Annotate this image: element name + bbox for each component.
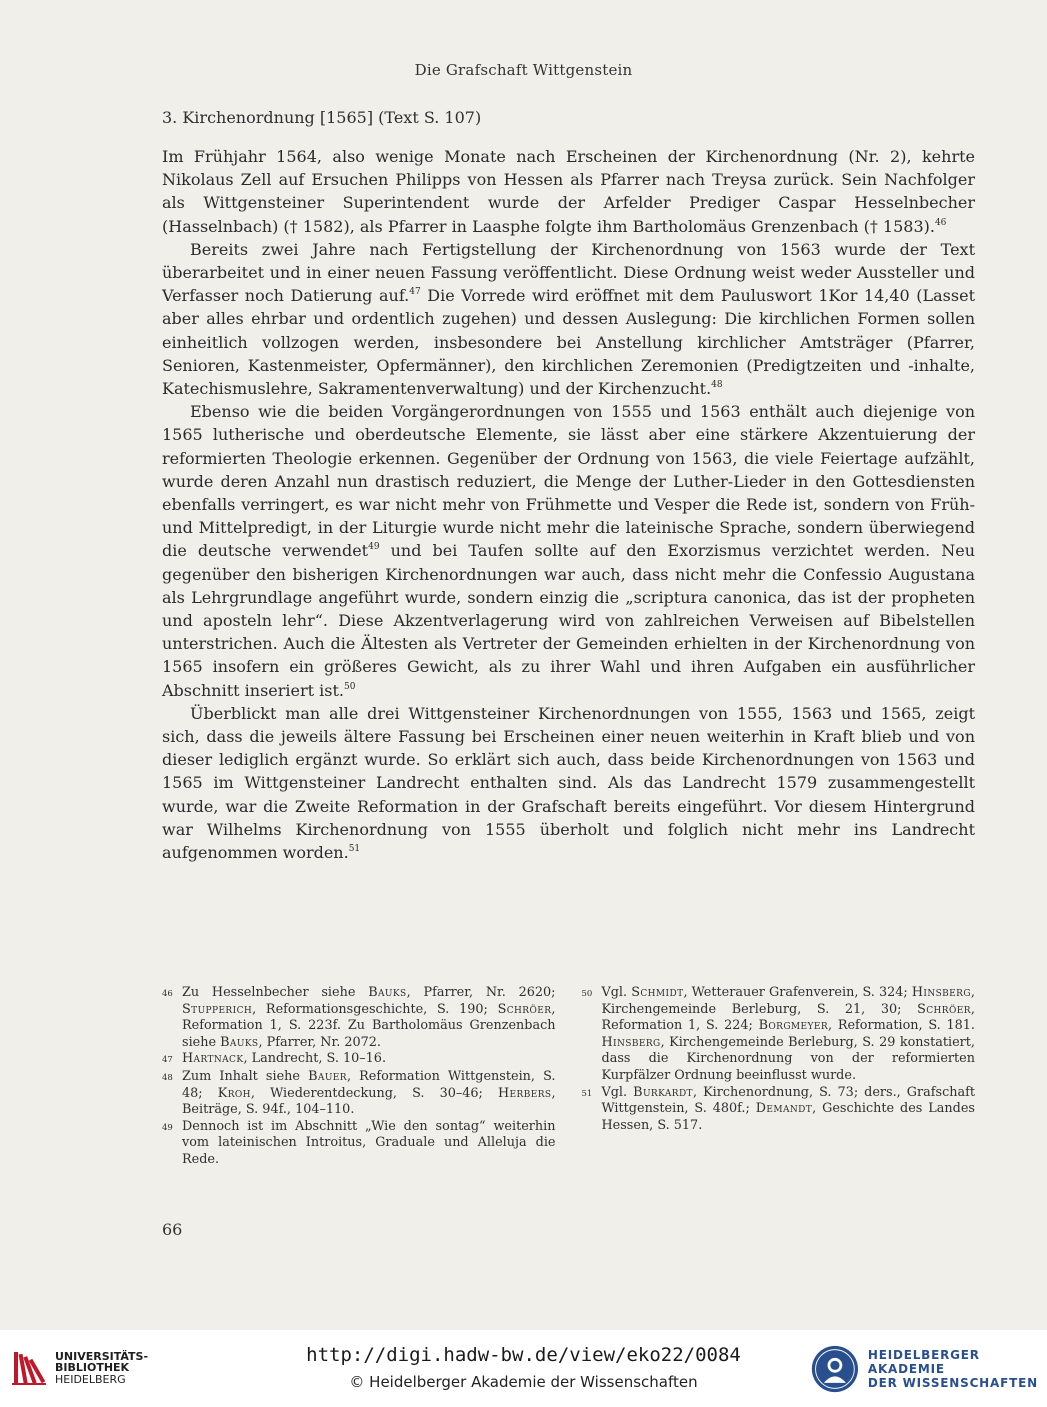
footnote [162,1069,556,1119]
text-run: , Reformation Wittgenstein, S. 48; [182,1068,556,1101]
text-run: Vgl. [601,1084,634,1100]
footnote-number: 49 [162,1122,173,1133]
paragraph [162,702,975,864]
ub-logo-line1: UNIVERSITÄTS- [55,1349,149,1363]
footnote [162,985,556,1051]
permalink-url[interactable]: http://digi.hadw-bw.de/view/eko22/0084 [306,1344,741,1366]
ub-logo-line3: HEIDELBERG [55,1372,126,1386]
footnote-reference: 48 [711,380,723,391]
footnotes [162,985,975,1169]
author-name: Borgmeyer [758,1018,828,1034]
footnotes-left-column [162,985,556,1169]
author-name: Bauks [368,985,407,1000]
author-name: Schröer [497,1001,552,1017]
text-run: , Pfarrer, Nr. 2072. [258,1034,381,1050]
academy-seal-icon [810,1342,860,1396]
footnote-text [182,985,556,1051]
author-name: Herbers [498,1085,552,1101]
author-name: Schröer [917,1001,971,1017]
text-run: , Beiträge, S. 94f., 104–110. [182,1085,556,1118]
text-run: Zu Hesselnbecher siehe [182,985,369,1000]
author-name: Bauks [220,1034,259,1050]
page-number: 66 [162,1220,183,1239]
text-run: , Wiederentdeckung, S. 30–46; [250,1085,498,1101]
text-run: Die Vorrede wird eröffnet mit dem Pauluswort 1Kor 14,40 (Lasset aber alles ehrbar und ordentlich zugehen) und dessen Auslegung: Die kirchlichen Formen sollen einheitlich vollzogen werden, insbesondere bei Anstellung kirchlicher Amtsträger (Pfarrer, Senioren, Kastenmeister, Opfermänner), den kirchlichen Zeremonien (Predigtzeiten und -inhalte, Katechismuslehre, Sakramentenverwaltung) und der Kirchenzucht. [162,286,976,399]
text-run: , Kirchenordnung, S. 73; ders., Grafschaft Wittgenstein, S. 480f.; [601,1084,975,1117]
author-name: Stupperich [182,1001,253,1017]
footnote-number: 46 [162,989,173,999]
footnote-text [602,1085,976,1135]
text-run: Vgl. [601,985,632,1000]
text-run: , Landrecht, S. 10–16. [243,1051,387,1067]
paragraph [162,400,975,702]
ub-logo-line2: BIBLIOTHEK [55,1361,130,1375]
footnote-reference: 51 [348,844,361,855]
footnote-text [182,1051,556,1069]
author-name: Demandt [755,1101,813,1117]
text-run: , Reformation 1, S. 223f. Zu Bartholomäus Grenzenbach siehe [182,1001,556,1050]
body-text [162,145,975,864]
hadw-logo-line2: DER WISSENSCHAFTEN [867,1376,1038,1390]
text-run: , Reformation, S. 181. [828,1018,975,1034]
section-title: 3. Kirchenordnung [1565] (Text S. 107) [162,108,482,127]
text-run: , Reformationsgeschichte, S. 190; [252,1001,498,1017]
hadw-logo-line1: HEIDELBERGER AKADEMIE [867,1348,980,1376]
copyright-notice: © Heidelberger Akademie der Wissenschaften [349,1373,698,1391]
text-run: , Reformation 1, S. 224; [601,1001,975,1034]
author-name: Hartnack [182,1051,244,1067]
viewer-footer [0,1330,1047,1407]
footnote-text [182,1069,556,1119]
text-run: Bereits zwei Jahre nach Fertigstellung der Kirchenordnung von 1563 wurde der Text überarbeitet und in einer neuen Fassung veröffentlicht. Diese Ordnung weist weder Aussteller und Verfasser noch Datierung auf. [162,239,975,306]
text-run: Überblickt man alle drei Wittgensteiner Kirchenordnungen von 1555, 1563 und 1565, zeigt sich, dass die jeweils ältere Fassung bei Erscheinen einer neuen weiterhin in Kraft blieb und von dieser lediglich ergänzt wurde. So erklärt sich auch, dass beide Kirchenordnungen von 1563 und 1565 im Wittgensteiner Landrecht enthalten sind. Als das Landrecht 1579 zusammengestellt wurde, war die Zweite Reformation in der Grafschaft bereits eingeführt. Vor diesem Hintergrund war Wilhelms Kirchenordnung von 1555 überholt und folglich nicht mehr ins Landrecht aufgenommen worden. [162,703,975,863]
author-name: Burkardt [633,1084,693,1100]
footnote [162,1051,556,1069]
author-name: Hinsberg [601,1034,661,1050]
footnotes-right-column [582,985,976,1169]
author-name: Bauer [308,1068,347,1084]
footnote-reference: 49 [368,542,380,553]
footnote [582,1085,976,1135]
footnote-number: 48 [162,1072,173,1083]
text-run: Im Frühjahr 1564, also wenige Monate nach Erscheinen der Kirchenordnung (Nr. 2), kehrte Nikolaus Zell auf Ersuchen Philipps von Hessen als Pfarrer nach Treysa zurück. Sein Nachfolger als Wittgensteiner Superintendent wurde der Arfelder Prediger Caspar Hesselnbecher (Hasselnbach) († 1582), als Pfarrer in Laasphe folgte ihm Bartholomäus Grenzenbach († 1583). [162,147,975,236]
text-run: Ebenso wie die beiden Vorgängerordnungen von 1555 und 1563 enthält auch diejenige von 1565 lutherische und oberdeutsche Elemente, sie lässt aber eine stärkere Akzentuierung der reformierten Theologie erkennen. Gegenüber der Ordnung von 1563, die viele Feiertage aufzählt, wurde deren Anzahl nun drastisch reduziert, die Menge der Luther-Lieder in den Gottesdiensten ebenfalls verringert, es war nicht mehr von Frühmette und Vesper die Rede ist, sondern von Früh- und Mittelpredigt, in der Liturgie wurde nicht mehr die lateinische Sprache, sondern überwiegend die deutsche verwendet [162,402,975,561]
text-run: , Wetterauer Grafenverein, S. 324; [683,985,912,1000]
footnote-number: 51 [581,1088,593,1099]
hadw-logo[interactable] [810,1342,1047,1396]
paragraph [162,238,975,400]
paragraph [162,145,975,238]
author-name: Kroh [217,1085,251,1101]
text-run: und bei Taufen sollte auf den Exorzismus verzichtet werden. Neu gegenüber den bisherigen Kirchenordnungen war auch, dass nicht mehr die Confessio Augustana als Lehrgrundlage angeführt wurde, sondern einzig die „scriptura canonica, das ist der propheten und aposteln lehr“. Diese Akzentverlagerung wird von zahlreichen Verweisen auf Bibelstellen unterstrichen. Auch die Ältesten als Vertreter der Gemeinden erhielten in der Kirchenordnung von 1565 insofern ein größeres Gewicht, als zu ihrer Wahl und ihren Aufgaben ein ausführlicher Abschnitt inseriert ist. [162,541,975,700]
footnote-text [182,1119,556,1169]
text-run: Dennoch ist im Abschnitt „Wie den sontag“ weiterhin vom lateinischen Introitus, Graduale und Alleluja die Rede. [182,1118,556,1167]
footnote-text [602,985,976,1085]
author-name: Hinsberg [911,985,971,1000]
text-run: , Geschichte des Landes Hessen, S. 517. [601,1101,975,1133]
footnote-number: 47 [162,1055,173,1066]
footnote-reference: 50 [343,681,356,692]
author-name: Schmidt [631,985,684,1000]
footnote-reference: 46 [934,217,947,228]
text-run: Zum Inhalt siehe [182,1068,309,1084]
footnote-number: 50 [581,989,593,999]
text-run: , Pfarrer, Nr. 2620; [406,985,556,1000]
text-run: , Kirchengemeinde Berleburg, S. 29 konstatiert, dass die Kirchenordnung von der reformierten Kurpfälzer Ordnung beeinflusst wurde. [601,1034,975,1083]
text-run: , Kirchengemeinde Berleburg, S. 21, 30; [601,985,975,1017]
footnote-reference: 47 [409,287,421,298]
footnote [162,1119,556,1169]
running-head: Die Grafschaft Wittgenstein [414,61,633,79]
footnote [582,985,976,1085]
